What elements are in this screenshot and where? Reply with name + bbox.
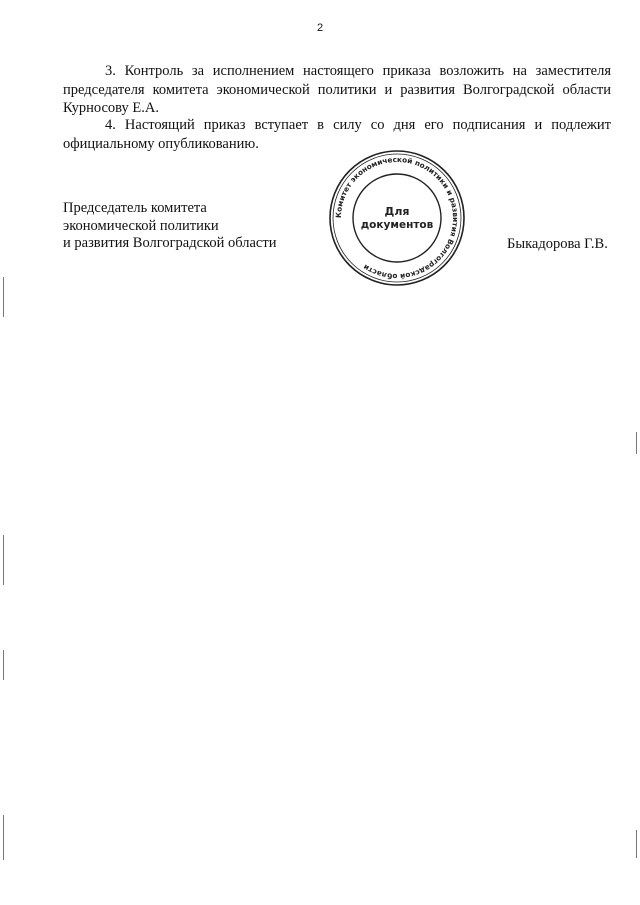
scan-edge-mark xyxy=(636,432,637,454)
signatory-title xyxy=(63,200,276,253)
paragraph-3-first-line: 3. Контроль за исполнением настоящего приказа возложить на заместителя xyxy=(105,63,611,79)
stamp-ring-textpath: Комитет экономической политики и развития Волгоградской области xyxy=(333,154,461,282)
scan-edge-mark xyxy=(3,535,4,585)
stamp-inner-ring xyxy=(353,174,441,262)
stamp-outer-ring xyxy=(330,151,464,285)
stamp-center-line-2: документов xyxy=(360,219,434,231)
scan-edge-mark xyxy=(636,830,637,858)
paragraph-3-rest: председателя комитета экономической политики и развития Волгоградской области Курносову Е.А. xyxy=(63,81,611,116)
signatory-title-line-3: и развития Волгоградской области xyxy=(63,235,277,251)
page-number: 2 xyxy=(316,22,324,34)
signatory-title-line-1: Председатель комитета xyxy=(63,200,207,216)
paragraph-4-first-line: 4. Настоящий приказ вступает в силу со дня его подписания и подлежит xyxy=(105,117,611,133)
paragraph-4-rest: официальному опубликованию. xyxy=(63,135,259,152)
paragraph-3 xyxy=(63,62,611,118)
stamp-middle-ring xyxy=(333,154,461,282)
scan-edge-mark xyxy=(3,650,4,680)
scan-edge-mark xyxy=(3,815,4,860)
signatory-title-line-2: экономической политики xyxy=(63,217,219,234)
stamp-center-line-1: Для xyxy=(384,205,410,218)
scan-edge-mark xyxy=(3,277,4,317)
signer-name: Быкадорова Г.В. xyxy=(507,236,608,252)
official-stamp xyxy=(327,148,467,288)
